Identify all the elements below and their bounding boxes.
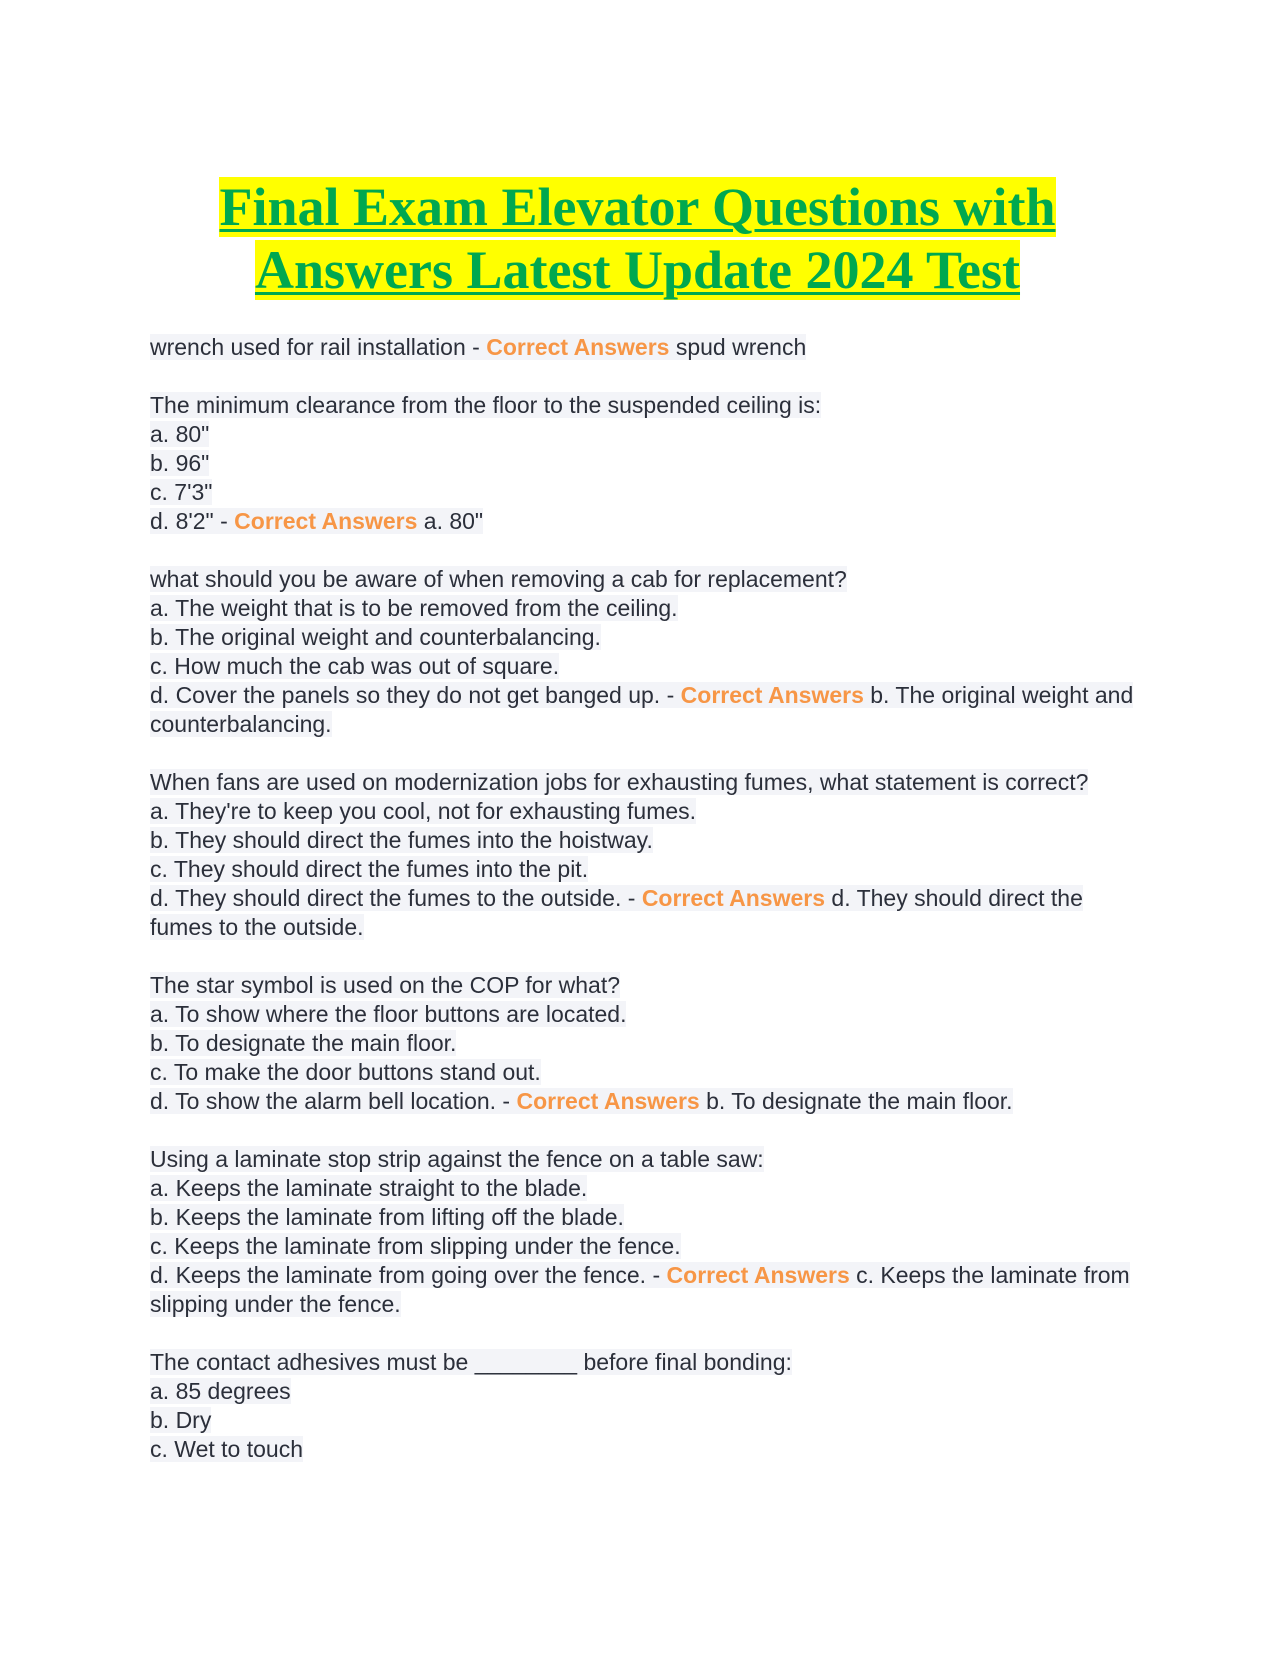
- option-line: [150, 623, 1140, 652]
- answer-line: d. 8'2" - Correct Answers a. 80": [150, 508, 484, 534]
- option-line: [150, 1000, 1140, 1029]
- question-line: [150, 1348, 1140, 1377]
- option-text: d. They should direct the fumes to the outside.: [150, 885, 622, 911]
- option-text: c. To make the door buttons stand out.: [150, 1059, 541, 1085]
- option-text: b. The original weight and counterbalancing.: [150, 624, 601, 650]
- answer-text: spud wrench: [675, 334, 807, 360]
- question-line: [150, 971, 1140, 1000]
- option-text: a. 80": [150, 421, 210, 447]
- answer-line: d. Cover the panels so they do not get banged up. - Correct Answers b. The original weight and counterbalancing.: [150, 682, 1134, 737]
- question-block: [150, 391, 1140, 536]
- option-line: [150, 594, 1140, 623]
- question-block: [150, 333, 1140, 362]
- option-line: [150, 1029, 1140, 1058]
- option-line: [150, 1174, 1140, 1203]
- correct-answers-label: Correct Answers: [666, 1262, 850, 1288]
- answer-text: b. To designate the main floor.: [706, 1088, 1013, 1114]
- correct-answers-label: Correct Answers: [516, 1088, 700, 1114]
- answer-line: d. To show the alarm bell location. - Correct Answers b. To designate the main floor.: [150, 1088, 1013, 1114]
- option-line: [150, 1203, 1140, 1232]
- option-text: b. Dry: [150, 1407, 212, 1433]
- question-block: [150, 565, 1140, 739]
- option-line: [150, 1435, 1140, 1464]
- option-text: b. 96": [150, 450, 210, 476]
- answer-text: d. They should direct the fumes to the outside.: [150, 885, 1083, 940]
- option-text: b. Keeps the laminate from lifting off the blade.: [150, 1204, 624, 1230]
- option-text: d. Keeps the laminate from going over the fence.: [150, 1262, 647, 1288]
- question-text: The contact adhesives must be ________ before final bonding:: [150, 1349, 792, 1375]
- question-line: [150, 565, 1140, 594]
- question-line: [150, 391, 1140, 420]
- option-text: a. To show where the floor buttons are located.: [150, 1001, 627, 1027]
- option-text: c. They should direct the fumes into the pit.: [150, 856, 589, 882]
- option-text: d. 8'2": [150, 508, 214, 534]
- title-line-2: Answers Latest Update 2024 Test: [254, 240, 1021, 300]
- option-text: a. They're to keep you cool, not for exhausting fumes.: [150, 798, 697, 824]
- option-text: a. Keeps the laminate straight to the blade.: [150, 1175, 588, 1201]
- option-line: [150, 1377, 1140, 1406]
- answer-line: d. They should direct the fumes to the outside. - Correct Answers d. They should direct the fumes to the outside.: [150, 885, 1083, 940]
- question-block: [150, 1145, 1140, 1319]
- question-line: [150, 1145, 1140, 1174]
- question-line: wrench used for rail installation - Correct Answers spud wrench: [150, 334, 807, 360]
- question-line: [150, 768, 1140, 797]
- option-text: d. To show the alarm bell location.: [150, 1088, 497, 1114]
- option-text: c. How much the cab was out of square.: [150, 653, 560, 679]
- title-line-1: Final Exam Elevator Questions with: [219, 177, 1056, 237]
- answer-text: a. 80": [423, 508, 484, 534]
- question-block: [150, 971, 1140, 1116]
- option-text: d. Cover the panels so they do not get banged up.: [150, 682, 661, 708]
- correct-answers-label: Correct Answers: [641, 885, 826, 911]
- option-line: [150, 652, 1140, 681]
- document-body: [150, 333, 1140, 1464]
- question-text: wrench used for rail installation: [150, 334, 466, 360]
- question-text: Using a laminate stop strip against the fence on a table saw:: [150, 1146, 764, 1172]
- answer-line: d. Keeps the laminate from going over the fence. - Correct Answers c. Keeps the laminate from slipping under the fence.: [150, 1262, 1130, 1317]
- option-text: a. The weight that is to be removed from the ceiling.: [150, 595, 678, 621]
- option-line: [150, 420, 1140, 449]
- correct-answers-label: Correct Answers: [680, 682, 864, 708]
- question-block: [150, 768, 1140, 942]
- option-line: [150, 1406, 1140, 1435]
- option-text: c. Keeps the laminate from slipping under the fence.: [150, 1233, 681, 1259]
- question-text: The star symbol is used on the COP for what?: [150, 972, 621, 998]
- option-text: b. They should direct the fumes into the hoistway.: [150, 827, 653, 853]
- answer-text: b. The original weight and counterbalancing.: [150, 682, 1134, 737]
- question-text: what should you be aware of when removing a cab for replacement?: [150, 566, 847, 592]
- correct-answers-label: Correct Answers: [486, 334, 670, 360]
- question-text: When fans are used on modernization jobs for exhausting fumes, what statement is correct?: [150, 769, 1089, 795]
- option-line: [150, 1058, 1140, 1087]
- question-block: [150, 1348, 1140, 1464]
- option-line: [150, 478, 1140, 507]
- option-text: c. 7'3": [150, 479, 213, 505]
- option-text: a. 85 degrees: [150, 1378, 291, 1404]
- answer-text: c. Keeps the laminate from slipping under the fence.: [150, 1262, 1130, 1317]
- option-line: [150, 826, 1140, 855]
- question-text: The minimum clearance from the floor to the suspended ceiling is:: [150, 392, 822, 418]
- document-title: [150, 176, 1125, 302]
- option-line: [150, 1232, 1140, 1261]
- option-line: [150, 797, 1140, 826]
- option-text: b. To designate the main floor.: [150, 1030, 457, 1056]
- option-line: [150, 449, 1140, 478]
- option-text: c. Wet to touch: [150, 1436, 303, 1462]
- option-line: [150, 855, 1140, 884]
- correct-answers-label: Correct Answers: [234, 508, 418, 534]
